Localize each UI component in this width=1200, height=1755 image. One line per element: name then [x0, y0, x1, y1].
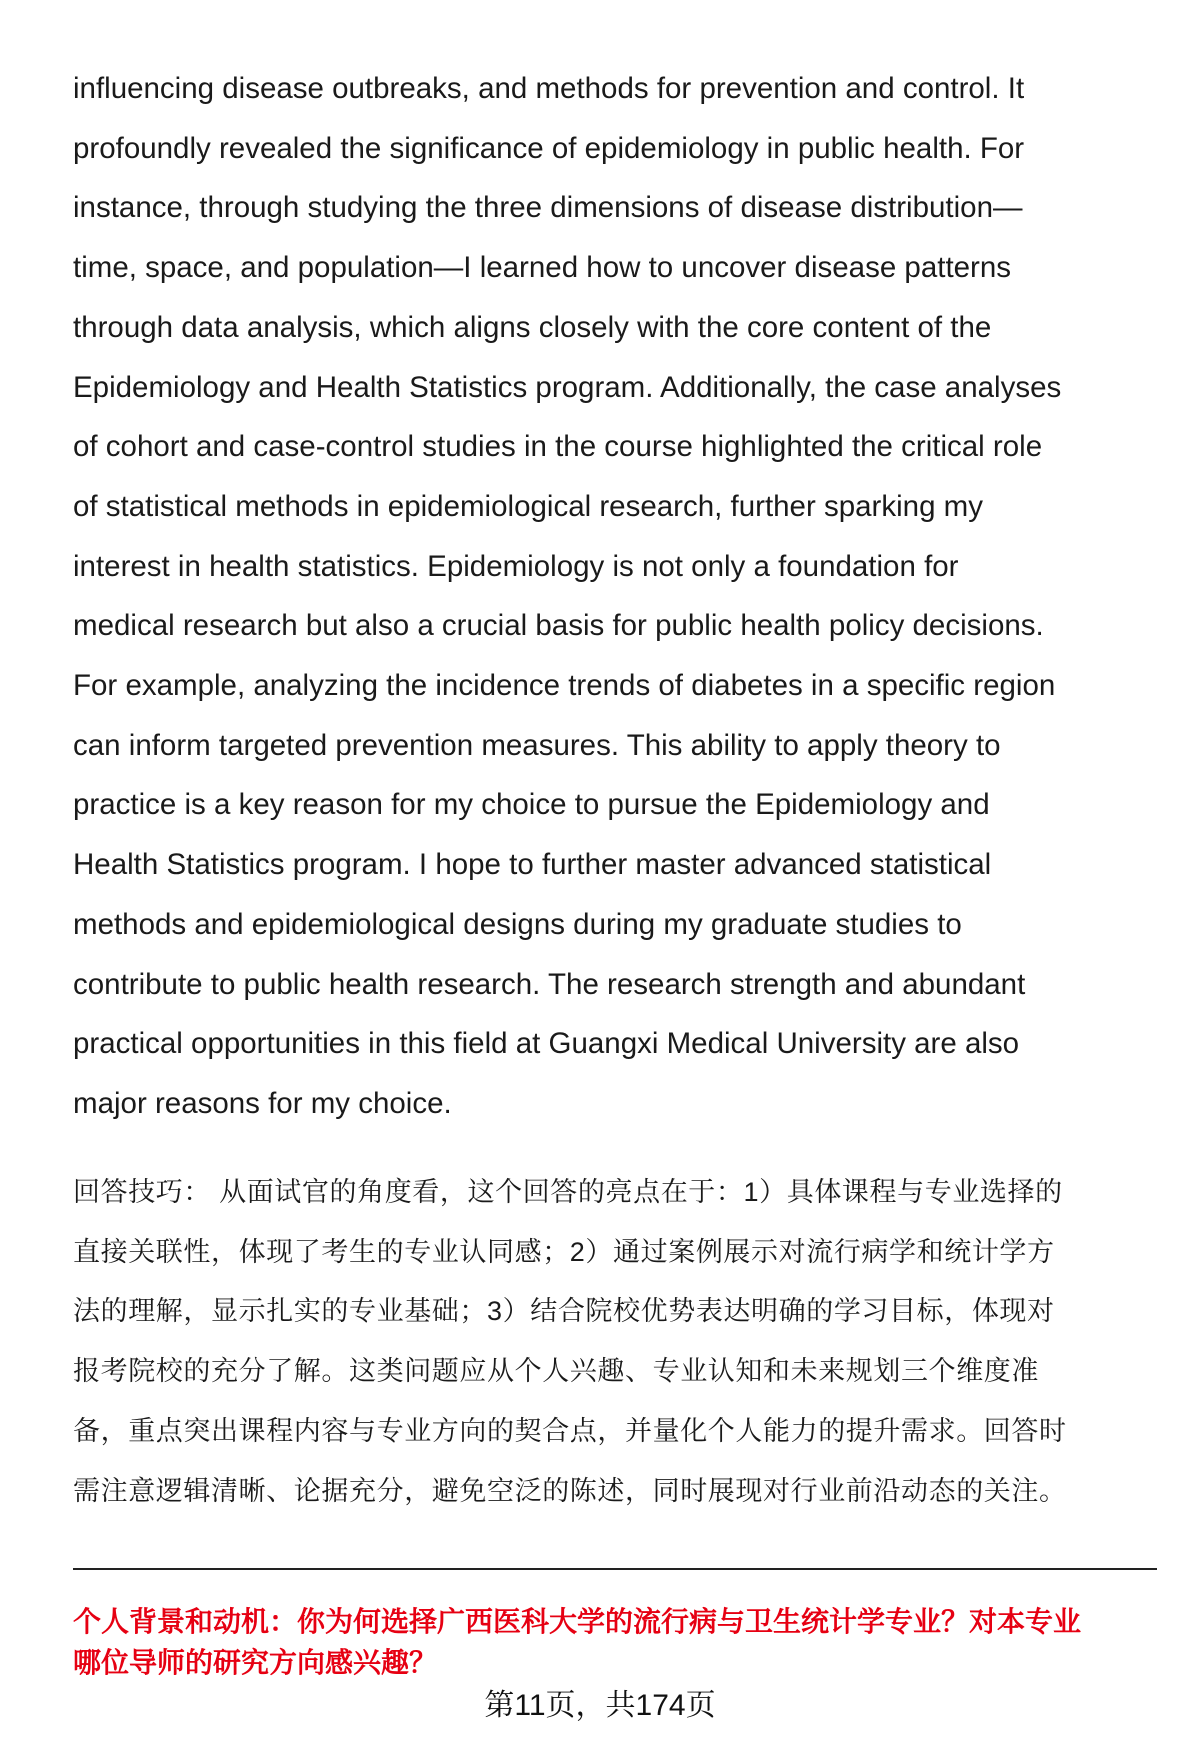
text-line: time, space, and population—I learned how to uncover disease patterns	[73, 251, 1012, 285]
text-line: 法的理解，显示扎实的专业基础；3）结合院校优势表达明确的学习目标，体现对	[73, 1296, 1055, 1327]
text-line: 哪位导师的研究方向感兴趣？	[73, 1647, 438, 1678]
text-line: 需注意逻辑清晰、论据充分，避免空泛的陈述，同时展现对行业前沿动态的关注。	[73, 1475, 1067, 1506]
text-line: major reasons for my choice.	[73, 1086, 452, 1120]
text-line: methods and epidemiological designs during my graduate studies to	[73, 907, 962, 941]
text-line: can inform targeted prevention measures. This ability to apply theory to	[73, 728, 1001, 762]
text-line: 报考院校的充分了解。这类问题应从个人兴趣、专业认知和未来规划三个维度准	[73, 1356, 1039, 1387]
text-line: Epidemiology and Health Statistics program. Additionally, the case analyses	[73, 370, 1062, 404]
text-line: instance, through studying the three dimensions of disease distribution—	[73, 191, 1023, 225]
text-line: practical opportunities in this field at Guangxi Medical University are also	[73, 1027, 1020, 1061]
text-line: interest in health statistics. Epidemiology is not only a foundation for	[73, 549, 959, 583]
text-line: of cohort and case-control studies in the course highlighted the critical role	[73, 430, 1043, 464]
text-line: influencing disease outbreaks, and methods for prevention and control. It	[73, 72, 1025, 105]
text-line: 回答技巧： 从面试官的角度看，这个回答的亮点在于：1）具体课程与专业选择的	[73, 1177, 1063, 1207]
text-line: profoundly revealed the significance of epidemiology in public health. For	[73, 131, 1025, 165]
text-line: through data analysis, which aligns closely with the core content of the	[73, 310, 992, 344]
text-line: 个人背景和动机：你为何选择广西医科大学的流行病与卫生统计学专业？对本专业	[73, 1606, 1082, 1637]
text-line: Health Statistics program. I hope to further master advanced statistical	[73, 848, 992, 882]
text-line: contribute to public health research. The research strength and abundant	[73, 967, 1026, 1001]
text-line: practice is a key reason for my choice to pursue the Epidemiology and	[73, 788, 990, 822]
text-line: For example, analyzing the incidence trends of diabetes in a specific region	[73, 669, 1056, 702]
section-divider	[73, 1568, 1157, 1570]
text-line: of statistical methods in epidemiological research, further sparking my	[73, 489, 983, 523]
text-line: 直接关联性，体现了考生的专业认同感；2）通过案例展示对流行病学和统计学方	[73, 1236, 1055, 1267]
page-number: 第11页，共174页	[484, 1689, 716, 1722]
text-line: medical research but also a crucial basis for public health policy decisions.	[73, 609, 1044, 643]
text-line: 备，重点突出课程内容与专业方向的契合点，并量化个人能力的提升需求。回答时	[73, 1415, 1067, 1446]
